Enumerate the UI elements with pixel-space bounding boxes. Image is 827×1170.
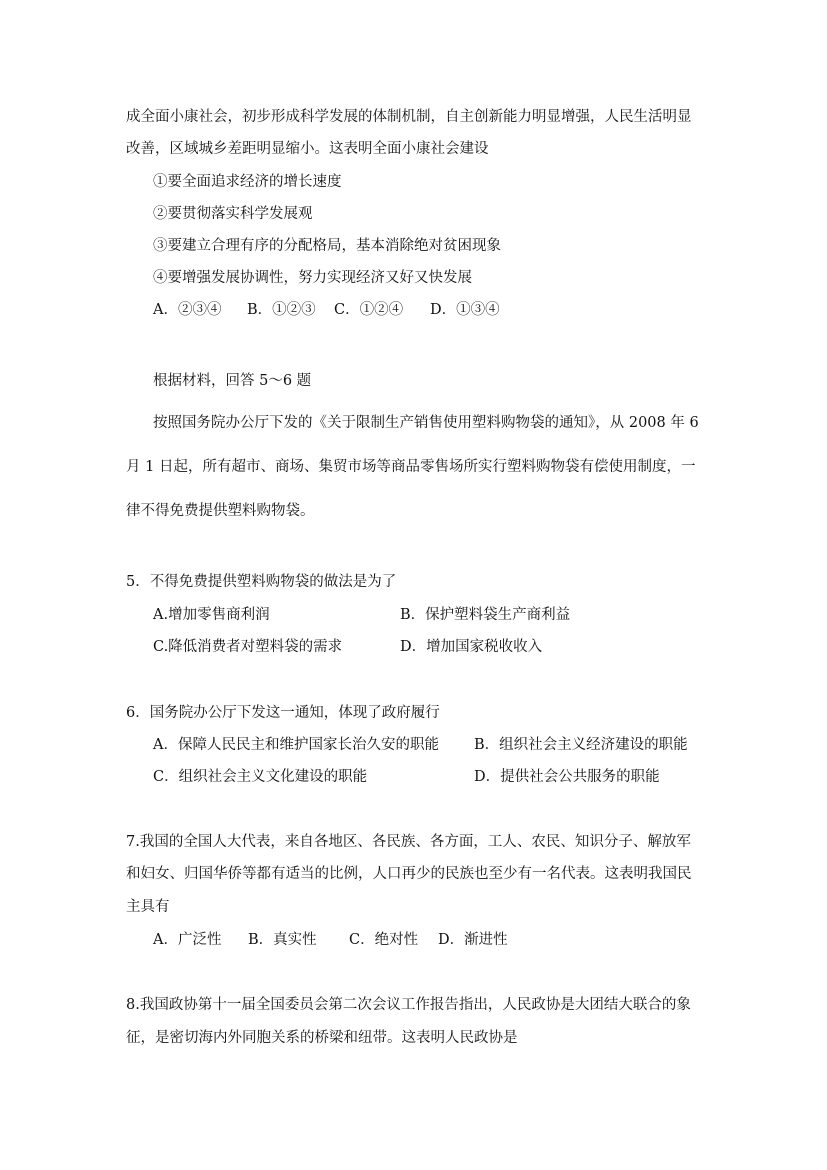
q6-stem: 6．国务院办公厅下发这一通知，体现了政府履行 — [126, 705, 440, 721]
q5-stem: 5．不得免费提供塑料购物袋的做法是为了 — [126, 574, 397, 590]
q6-choice-d: D．提供社会公共服务的职能 — [474, 769, 660, 785]
material-line-3: 律不得免费提供塑料购物袋。 — [126, 503, 315, 519]
q5-choice-b: B．保护塑料袋生产商利益 — [400, 607, 571, 623]
material-line-1: 按照国务院办公厅下发的《关于限制生产销售使用塑料购物袋的通知》，从 2008 年 6 — [153, 415, 699, 431]
q4-stem-line-1: 成全面小康社会，初步形成科学发展的体制机制，自主创新能力明显增强，人民生活明显 — [126, 109, 692, 125]
q5-choice-d: D．增加国家税收收入 — [400, 639, 543, 655]
q4-choice-d: D．①③④ — [430, 302, 500, 318]
q7-choice-c: C．绝对性 — [349, 932, 419, 948]
q4-option-2: ②要贯彻落实科学发展观 — [153, 206, 313, 222]
q7-stem-line-1: 7.我国的全国人大代表，来自各地区、各民族、各方面，工人、农民、知识分子、解放军 — [126, 834, 691, 850]
q7-choice-b: B．真实性 — [248, 932, 317, 948]
material-intro: 根据材料，回答 5～6 题 — [153, 373, 312, 389]
q4-option-1: ①要全面追求经济的增长速度 — [153, 174, 342, 190]
q5-choice-c: C.降低消费者对塑料袋的需求 — [153, 639, 343, 655]
q4-option-4: ④要增强发展协调性，努力实现经济又好又快发展 — [153, 270, 472, 286]
q4-choice-b: B．①②③ — [247, 302, 316, 318]
q8-stem-line-2: 征，是密切海内外同胞关系的桥梁和纽带。这表明人民政协是 — [126, 1030, 518, 1046]
q4-choice-c: C．①②④ — [334, 302, 404, 318]
q8-stem-line-1: 8.我国政协第十一届全国委员会第二次会议工作报告指出，人民政协是大团结大联合的象 — [126, 997, 691, 1013]
q6-choice-b: B．组织社会主义经济建设的职能 — [474, 737, 688, 753]
q6-choice-c: C．组织社会主义文化建设的职能 — [153, 769, 368, 785]
q7-stem-line-3: 主具有 — [126, 899, 170, 915]
material-line-2: 月 1 日起，所有超市、商场、集贸市场等商品零售场所实行塑料购物袋有偿使用制度，一 — [126, 459, 696, 475]
q4-option-3: ③要建立合理有序的分配格局，基本消除绝对贫困现象 — [153, 238, 501, 254]
q5-choice-a: A.增加零售商利润 — [153, 607, 270, 623]
q7-choice-a: A．广泛性 — [153, 932, 222, 948]
q4-stem-line-2: 改善，区域城乡差距明显缩小。这表明全面小康社会建设 — [126, 141, 489, 157]
q6-choice-a: A．保障人民民主和维护国家长治久安的职能 — [153, 737, 439, 753]
q7-stem-line-2: 和妇女、归国华侨等都有适当的比例，人口再少的民族也至少有一名代表。这表明我国民 — [126, 866, 692, 882]
q4-choice-a: A．②③④ — [153, 302, 222, 318]
q7-choice-d: D．渐进性 — [438, 932, 508, 948]
